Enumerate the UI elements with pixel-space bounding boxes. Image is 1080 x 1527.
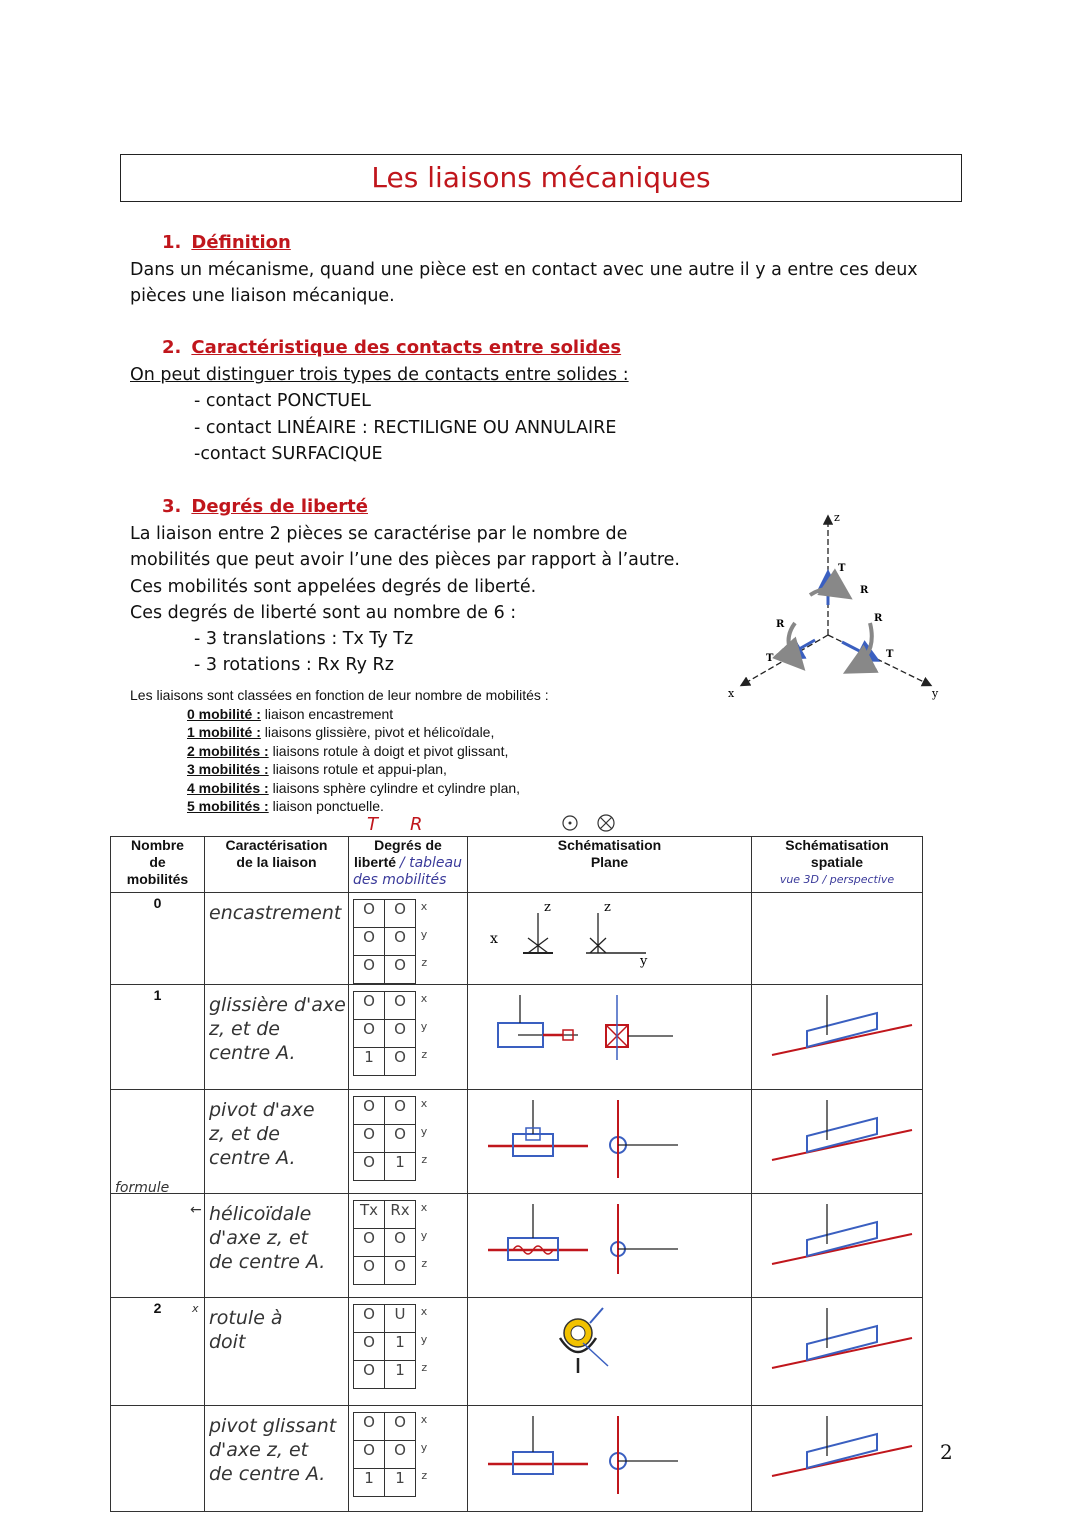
dof-r: Rx [385,1201,416,1229]
dof-axis: y [420,1124,428,1138]
dof-r: 1 [385,1361,416,1389]
liaison-name-line: d'axe z, et [209,1439,309,1461]
dof-cell [349,893,468,985]
section-1-title: Définition [191,232,291,253]
s2-item: - contact PONCTUEL [194,391,371,412]
dof-t: O [354,1333,385,1361]
annot-arrow: ← [190,1202,202,1218]
spatial-schema-cell [752,985,923,1090]
dof-t: O [354,1441,385,1469]
annot-vue: vue 3D / perspective [779,873,895,886]
dof-axis: y [420,1228,428,1242]
section-3-text [130,521,680,679]
liaison-name-line: de centre A. [209,1463,326,1485]
r-label: R [860,585,869,596]
dof-t: O [354,1229,385,1257]
dof-t: O [354,900,385,928]
dof-r: O [385,1125,416,1153]
liaison-name-line: doit [209,1331,246,1353]
dof-t: 1 [354,1469,385,1497]
classification-block [130,686,549,816]
dof-t: 1 [354,1048,385,1076]
section-2-heading [162,337,621,358]
dof-r: O [385,1257,416,1285]
plane-schema-cell [468,893,752,985]
liaison-name-line: centre A. [209,1147,296,1169]
svg-text:z: z [604,900,611,915]
dof-t: O [354,992,385,1020]
spatial-schema-cell [752,1194,923,1298]
dof-r: 1 [385,1333,416,1361]
dof-t: O [354,1125,385,1153]
class-row: 4 mobilités : liaisons sphère cylindre et cylindre plan, [187,779,521,796]
t-label: T [838,563,846,574]
dof-r: O [385,1413,416,1441]
dof-r: O [385,1229,416,1257]
dof-r: O [385,1048,416,1076]
dof-axis: x [420,1096,428,1110]
liaison-name-line: pivot glissant [209,1415,337,1437]
svg-text:x: x [490,931,498,947]
table-row [111,1406,923,1512]
liaisons-table [110,836,923,1512]
dof-axis: z [421,1468,428,1482]
dof-axis: z [421,1152,428,1166]
table-row [111,1194,923,1298]
liaison-name-cell [205,1090,349,1194]
s3-line: Ces degrés de liberté sont au nombre de 6 : [130,602,517,623]
header-degres: Degrés de liberté / tableau des mobilités [349,837,468,893]
class-row: 2 mobilités : liaisons rotule à doigt et pivot glissant, [187,742,509,759]
dof-axis: y [420,1332,428,1346]
section-1-heading [162,232,291,253]
dof-axis: y [420,1440,428,1454]
plane-schema-cell [468,985,752,1090]
spatial-schema-cell [752,1406,923,1512]
classification-intro: Les liaisons sont classées en fonction de leur nombre de mobilités : [130,687,549,703]
dof-r: O [385,928,416,956]
table-row [111,1298,923,1406]
spatial-schema-cell [752,893,923,985]
section-3-number: 3. [162,496,182,517]
axis-x-label: x [728,687,735,700]
table-row [111,893,923,985]
liaison-name-line: pivot d'axe [209,1099,315,1121]
mobility-count-cell [111,893,205,985]
mobility-count-cell [111,1406,205,1512]
s2-item: -contact SURFACIQUE [194,443,383,464]
dof-r: O [385,1020,416,1048]
s3-line: La liaison entre 2 pièces se caractérise par le nombre de [130,524,628,544]
liaison-name-line: d'axe z, et [209,1227,309,1249]
section-1-text [130,257,918,310]
dof-axis: x [420,899,428,913]
liaison-name-cell [205,893,349,985]
liaison-name-line: de centre A. [209,1251,326,1273]
liaison-name-line: z, et de [209,1123,280,1145]
annot-t: T [367,814,378,835]
header-plane: Schématisation Plane [468,837,752,893]
dof-t: O [354,1153,385,1181]
axis-z-label: z [834,511,840,524]
section-2-title: Caractéristique des contacts entre solides [191,337,622,358]
mobility-count: 1 [153,987,162,1003]
liaison-name-line: encastrement [209,902,342,924]
dof-axes-diagram [720,505,950,705]
dof-axis: z [421,1256,428,1270]
class-row: 0 mobilité : liaison encastrement [187,705,394,722]
dof-axis: y [420,927,428,941]
annot-tableau: / tableau [399,855,462,871]
plane-schema-cell [468,1194,752,1298]
spatial-schema-cell [752,1298,923,1406]
dof-t: Tx [354,1201,385,1229]
mobility-count-cell [111,985,205,1090]
dof-t: O [354,1413,385,1441]
header-carac: Caractérisation de la liaison [205,837,349,893]
dof-axis: z [421,955,428,969]
dof-t: O [354,956,385,984]
mobility-count: 2 [153,1300,162,1316]
plane-schema-cell [468,1406,752,1512]
dof-axis: z [421,1047,428,1061]
dof-axis: x [420,1200,428,1214]
dof-r: 1 [385,1469,416,1497]
s2-intro: On peut distinguer trois types de contacts entre solides : [130,365,629,385]
mobility-count-cell [111,1298,205,1406]
s3-item: - 3 translations : Tx Ty Tz [194,629,414,650]
plane-schema-cell [468,1090,752,1194]
title-box [120,154,962,202]
spatial-schema-cell [752,1090,923,1194]
class-row: 1 mobilité : liaisons glissière, pivot et hélicoïdale, [187,724,495,740]
dof-r: O [385,992,416,1020]
section-2-number: 2. [162,337,182,358]
dof-axis: y [420,1019,428,1033]
liaison-name-cell [205,985,349,1090]
section-2-text [130,362,629,467]
r-label: R [776,619,785,630]
annot-des-mobilites: des mobilités [353,872,447,888]
dof-r: U [385,1305,416,1333]
t-label: T [886,649,894,660]
section-3-heading [162,496,368,517]
t-label: T [766,653,774,664]
dof-axis: x [420,991,428,1005]
dof-axis: z [421,1360,428,1374]
s2-item: - contact LINÉAIRE : RECTILIGNE OU ANNULAIRE [194,417,617,438]
dof-t: O [354,1361,385,1389]
section-3-title: Degrés de liberté [191,496,368,517]
svg-text:y: y [640,954,648,969]
page-number: 2 [940,1440,953,1464]
dof-t: O [354,1257,385,1285]
dof-r: 1 [385,1153,416,1181]
dof-r: O [385,956,416,984]
view-symbols-icon [560,812,620,834]
header-spatiale: Schématisation spatiale vue 3D / perspective [752,837,923,893]
dof-r: O [385,1097,416,1125]
dof-cell [349,985,468,1090]
dof-cell [349,1090,468,1194]
dof-t: O [354,1020,385,1048]
class-row: 5 mobilités : liaison ponctuelle. [187,798,384,814]
liaison-name-cell [205,1406,349,1512]
dof-axis: x [420,1304,428,1318]
annot-r: R [410,814,423,835]
liaison-name-line: hélicoïdale [209,1203,312,1225]
liaison-name-cell [205,1194,349,1298]
class-row: 3 mobilités : liaisons rotule et appui-plan, [187,761,447,777]
liaison-name-line: z, et de [209,1018,280,1040]
mobility-count-cell [111,1090,205,1194]
annot-cross: x [192,1302,199,1315]
plane-schema-cell [468,1298,752,1406]
dof-cell [349,1194,468,1298]
liaison-name-line: rotule à [209,1307,283,1329]
liaison-name-line: centre A. [209,1042,296,1064]
table-row [111,985,923,1090]
page-title: Les liaisons mécaniques [371,161,711,194]
s1-line-2: pièces une liaison mécanique. [130,286,395,307]
svg-text:z: z [544,900,551,915]
dof-cell [349,1298,468,1406]
dof-t: O [354,1097,385,1125]
axis-y-label: y [932,687,939,700]
table-row [111,1090,923,1194]
dof-r: O [385,1441,416,1469]
liaison-name-cell [205,1298,349,1406]
dof-cell [349,1406,468,1512]
section-1-number: 1. [162,232,182,253]
r-label: R [874,613,883,624]
mobility-count: 0 [153,895,162,911]
s1-line-1: Dans un mécanisme, quand une pièce est en contact avec une autre il y a entre ces deux [130,260,918,280]
s3-line: Ces mobilités sont appelées degrés de liberté. [130,576,537,597]
dof-t: O [354,1305,385,1333]
annot-formule: formule [115,1180,170,1196]
dof-r: O [385,900,416,928]
s3-line: mobilités que peut avoir l’une des pièces par rapport à l’autre. [130,550,680,571]
dof-t: O [354,928,385,956]
header-nombre: Nombre de mobilités [111,837,205,893]
liaison-name-line: glissière d'axe [209,994,346,1016]
dof-axis: x [420,1412,428,1426]
s3-item: - 3 rotations : Rx Ry Rz [194,655,394,676]
